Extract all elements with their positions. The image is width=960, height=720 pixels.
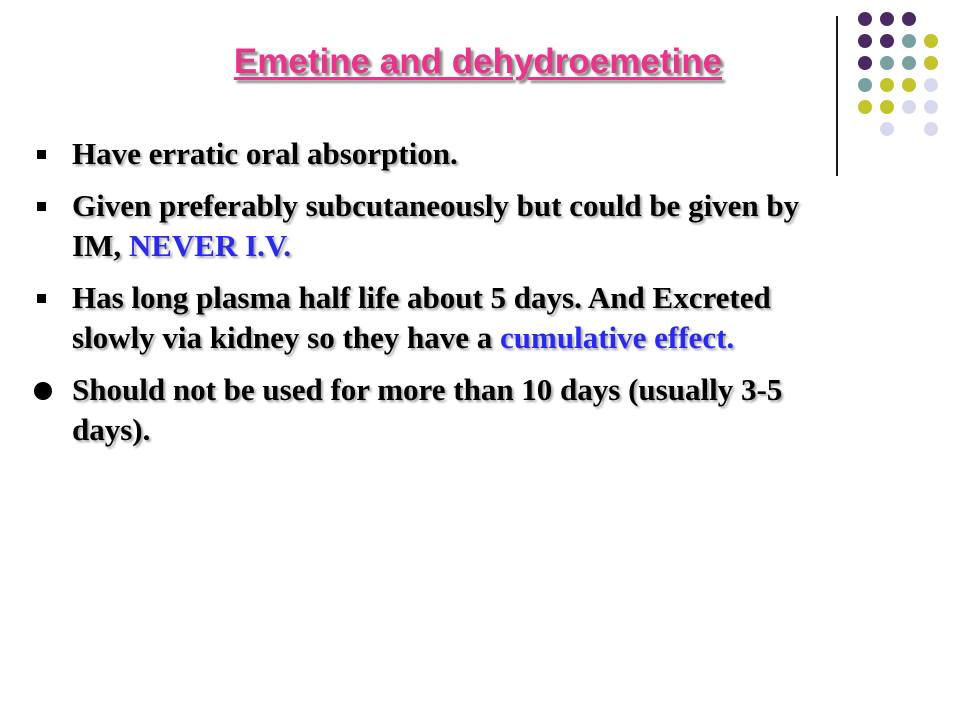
- decorative-dot: [924, 122, 938, 136]
- decorative-dot: [858, 12, 872, 26]
- decorative-dot: [924, 100, 938, 114]
- bullet-item: [30, 134, 850, 174]
- bullet-highlight: NEVER I.V.: [128, 228, 292, 263]
- bullet-text: Has long plasma half life about 5 days. And Excreted slowly via kidney so they have a: [72, 280, 771, 355]
- decorative-dot: [902, 12, 916, 26]
- decorative-dot: [858, 100, 872, 114]
- slide-title: Emetine and dehydroemetine: [233, 42, 723, 81]
- decorative-dot: [902, 100, 916, 114]
- square-bullet-icon: [37, 202, 46, 211]
- bullet-text: Given preferably subcutaneously but could be given by IM,: [72, 188, 800, 263]
- bullet-text: Have erratic oral absorption.: [72, 136, 458, 171]
- decorative-dot: [880, 122, 894, 136]
- bullet-text: Should not be used for more than 10 days (usually 3-5 days).: [72, 372, 783, 447]
- square-bullet-icon: [37, 150, 46, 159]
- bullet-highlight: cumulative effect.: [500, 320, 735, 355]
- decorative-dot: [880, 12, 894, 26]
- bullet-item: [30, 186, 850, 266]
- bullet-item: [30, 278, 850, 358]
- square-bullet-icon: [37, 294, 46, 303]
- bullet-item: [30, 370, 850, 450]
- decorative-dot: [880, 100, 894, 114]
- round-bullet-icon: [34, 382, 52, 400]
- bullet-list: [30, 134, 850, 462]
